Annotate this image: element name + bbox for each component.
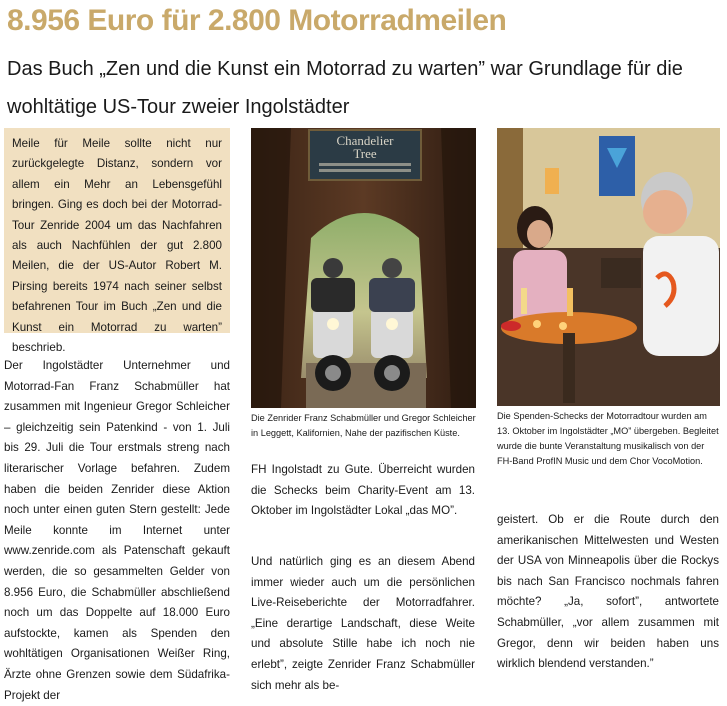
column-3-paragraph: geistert. Ob er die Route durch den amerikanischen Mittelwesten und Westen der USA von Minneapolis über die Rockys bis nach San Francisco nochmals fahren möchte? „Ja, sofort”, antwortete Schabmüller, „vor allem zusammen mit Gregor, denn wir beiden haben uns wirklich blendend verstanden.” bbox=[497, 513, 719, 671]
photo-chandelier-tree bbox=[251, 128, 476, 408]
column-1-paragraph: Der Ingolstädter Unternehmer und Motorrad-Fan Franz Schabmüller hat zusammen mit Ingenieur Gregor Schleicher – gleichzeitig sein Patenkind - von 1. Juli bis 29. Juli die Tour erstmals streng nach literarischer Vorlage befahren. Zudem haben die beiden Zenrider diese Aktion noch unter einen guten Stern gestellt: Jede Meile konnte im Internet unter www.zenride.com als Patenschaft gekauft werden, die so gesammelten Gelder von 8.956 Euro, die Schabmüller abschließend noch um das Doppelte auf 18.000 Euro aufstockte, kamen als Spenden den wohltätigen Organisationen Weißer Ring, Ärzte ohne Grenzen sowie dem Südafrika-Projekt der bbox=[4, 359, 230, 702]
photo-charity-event bbox=[497, 128, 720, 406]
intro-text: Meile für Meile sollte nicht nur zurückgelegte Distanz, sondern vor allem ein Mehr an Lebensgefühl bringen. Ging es doch bei der Motorrad-Tour Zenride 2004 um das Nachfahren als auch Nachfühlen der gut 2.800 Meilen, die der US-Autor Robert M. Pirsing bereits 1974 nach seiner selbst befahrenen Tour im Buch „Zen und die Kunst ein Motorrad zu warten” beschrieb. bbox=[12, 137, 222, 355]
article-headline: 8.956 Euro für 2.800 Motorradmeilen bbox=[7, 4, 507, 37]
photo-2-caption: Die Spenden-Schecks der Motorradtour wurden am 13. Oktober im Ingolstädter „MO” übergeben. Begleitet wurde die bunte Veranstaltung musikalisch von der FH-Band ProfIN Music und dem Chor VocoMotion. bbox=[497, 411, 719, 466]
intro-box bbox=[4, 128, 230, 355]
column-2-paragraph-2: Und natürlich ging es an diesem Abend immer wieder auch um die persönlichen Live-Reiseberichte der Motorradfahrer. „Eine derartige Landschaft, diese Weite und absolute Stille habe ich noch nie erlebt”, zeigte Zenrider Franz Schabmüller sich mehr als be- bbox=[251, 555, 475, 692]
chandelier-tree-illustration bbox=[251, 128, 476, 408]
column-2-bottom bbox=[251, 552, 475, 696]
wall-lamp bbox=[545, 168, 559, 194]
charity-event-illustration bbox=[497, 128, 720, 406]
sign-line-1: Chandelier bbox=[336, 133, 394, 148]
column-2-top bbox=[251, 460, 475, 522]
article-subtitle: Das Buch „Zen und die Kunst ein Motorrad zu warten” war Grundlage für die wohltätige US-Tour zweier Ingolstädter bbox=[7, 58, 683, 118]
column-3-body bbox=[497, 510, 719, 675]
photo-1-caption: Die Zenrider Franz Schabmüller und Gregor Schleicher in Leggett, Kalifornien, Nahe der pazifischen Küste. bbox=[251, 413, 476, 438]
column-2-paragraph-1: FH Ingolstadt zu Gute. Überreicht wurden die Schecks beim Charity-Event am 13. Oktober im Ingolstädter Lokal „das MO”. bbox=[251, 463, 475, 518]
column-1-body bbox=[4, 356, 230, 706]
sign-line-2: Tree bbox=[353, 146, 377, 161]
